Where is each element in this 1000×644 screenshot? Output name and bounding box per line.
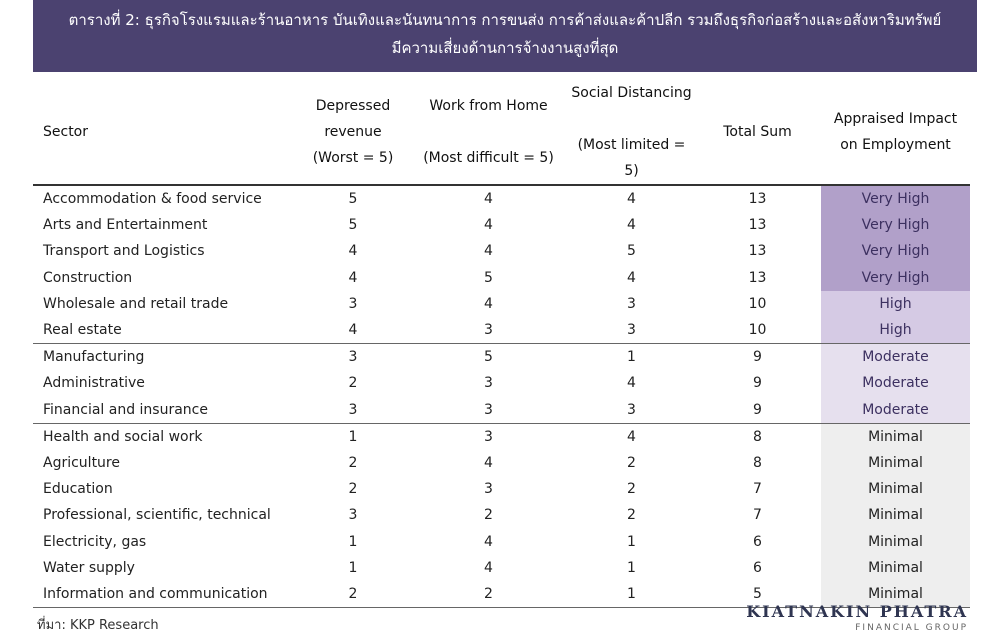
cell-sector: Water supply (43, 559, 135, 576)
cell-impact-badge: High (821, 291, 970, 317)
table-row (33, 423, 970, 450)
cell-total-sum: 9 (753, 349, 762, 366)
cell-total-sum: 9 (753, 375, 762, 392)
table-row (33, 555, 970, 581)
cell-impact-badge: Minimal (821, 555, 970, 581)
cell-total-sum: 13 (748, 269, 767, 286)
cell-impact-badge: Minimal (821, 528, 970, 554)
cell-sector: Professional, scientific, technical (43, 507, 271, 524)
cell-depressed-revenue: 1 (348, 559, 358, 576)
cell-depressed-revenue: 5 (348, 191, 358, 208)
cell-impact-badge: Very High (821, 238, 970, 264)
table-row (33, 370, 970, 396)
header-work-from-home (408, 80, 569, 185)
cell-impact-badge: Minimal (821, 476, 970, 502)
cell-social-distancing: 4 (627, 375, 636, 392)
cell-social-distancing: 2 (627, 454, 636, 471)
cell-total-sum: 8 (753, 454, 762, 471)
logo-subtitle: FINANCIAL GROUP (855, 623, 968, 633)
header-revenue-line-2: revenue (324, 124, 382, 140)
table-row (33, 397, 970, 424)
cell-depressed-revenue: 4 (348, 243, 358, 260)
source-note: ที่มา: KKP Research (37, 618, 159, 633)
table-row (33, 265, 970, 291)
cell-sector: Health and social work (43, 428, 203, 445)
cell-total-sum: 5 (694, 581, 821, 608)
cell-depressed-revenue: 2 (348, 454, 358, 471)
employment-risk-table (33, 80, 970, 608)
cell-social-distancing: 3 (569, 397, 694, 424)
cell-social-distancing: 4 (627, 191, 636, 208)
cell-sector: Construction (43, 269, 133, 286)
cell-social-distancing: 1 (627, 559, 636, 576)
cell-depressed-revenue: 4 (298, 317, 408, 344)
cell-total-sum: 13 (748, 217, 767, 234)
cell-work-from-home: 4 (484, 559, 493, 576)
header-impact-line-1: Appraised Impact (833, 111, 958, 127)
cell-depressed-revenue: 1 (348, 533, 358, 550)
header-wfh-line-3: (Most difficult = 5) (423, 150, 554, 166)
cell-social-distancing: 2 (627, 481, 636, 498)
cell-impact-badge: Moderate (821, 344, 970, 371)
cell-sector: Administrative (43, 375, 145, 392)
cell-impact-badge: High (821, 317, 970, 344)
cell-sector: Agriculture (43, 454, 120, 471)
cell-work-from-home: 3 (484, 481, 493, 498)
table-row (33, 344, 970, 371)
title-banner (33, 0, 977, 72)
table-row (33, 238, 970, 264)
table-row (33, 528, 970, 554)
table-row (33, 450, 970, 476)
header-revenue-line-1: Depressed (315, 98, 391, 114)
cell-work-from-home: 5 (484, 349, 493, 366)
cell-total-sum: 7 (753, 507, 762, 524)
cell-sector: Wholesale and retail trade (43, 295, 229, 312)
cell-depressed-revenue: 2 (298, 581, 408, 608)
cell-work-from-home: 3 (408, 317, 569, 344)
cell-social-distancing: 2 (627, 507, 636, 524)
cell-social-distancing: 1 (627, 349, 636, 366)
cell-sector: Electricity, gas (43, 533, 147, 550)
cell-work-from-home: 5 (484, 269, 493, 286)
header-total-sum: Total Sum (694, 80, 821, 185)
title-line-1: ตารางที่ 2: ธุรกิจโรงแรมและร้านอาหาร บันเทิงและนันทนาการ การขนส่ง การค้าส่งและค้าปลีก รวมถึงธุรกิจก่อสร้างและอสังหาริมทรัพย์ (68, 11, 942, 29)
table-row (33, 185, 970, 212)
cell-social-distancing: 5 (627, 243, 636, 260)
cell-social-distancing: 3 (569, 317, 694, 344)
cell-social-distancing: 1 (627, 533, 636, 550)
cell-work-from-home: 4 (484, 295, 493, 312)
cell-impact-badge: Very High (821, 212, 970, 238)
cell-sector: Arts and Entertainment (43, 217, 208, 234)
cell-social-distancing: 4 (627, 269, 636, 286)
cell-sector: Transport and Logistics (43, 243, 205, 260)
cell-depressed-revenue: 4 (348, 269, 358, 286)
cell-impact-badge: Minimal (821, 450, 970, 476)
cell-social-distancing: 1 (569, 581, 694, 608)
header-appraised-impact (821, 80, 970, 185)
table-row (33, 291, 970, 317)
cell-work-from-home: 4 (484, 243, 493, 260)
cell-impact-badge: Very High (821, 185, 970, 212)
table-row (33, 502, 970, 528)
cell-sector: Accommodation & food service (43, 191, 262, 208)
header-social-distancing (569, 80, 694, 185)
cell-total-sum: 9 (694, 397, 821, 424)
header-sd-line-3: (Most limited = 5) (577, 137, 686, 179)
cell-sector: Financial and insurance (33, 397, 298, 424)
cell-impact-badge: Minimal (821, 581, 970, 608)
cell-work-from-home: 2 (408, 581, 569, 608)
cell-impact-badge: Minimal (821, 502, 970, 528)
cell-social-distancing: 4 (627, 217, 636, 234)
cell-sector: Information and communication (33, 581, 298, 608)
header-wfh-line-1: Work from Home (429, 98, 548, 114)
cell-social-distancing: 3 (627, 295, 636, 312)
cell-depressed-revenue: 3 (348, 349, 358, 366)
header-depressed-revenue (298, 80, 408, 185)
cell-depressed-revenue: 5 (348, 217, 358, 234)
cell-depressed-revenue: 3 (348, 295, 358, 312)
header-row (33, 80, 970, 185)
logo-name: KIATNAKIN PHATRA (746, 602, 968, 621)
cell-impact-badge: Very High (821, 265, 970, 291)
cell-work-from-home: 4 (484, 454, 493, 471)
header-impact-line-2: on Employment (840, 137, 951, 153)
cell-work-from-home: 3 (484, 428, 493, 445)
header-sd-line-1: Social Distancing (571, 85, 692, 101)
cell-sector: Manufacturing (43, 349, 145, 366)
cell-total-sum: 10 (694, 317, 821, 344)
cell-sector: Real estate (33, 317, 298, 344)
cell-depressed-revenue: 3 (348, 507, 358, 524)
table-row (33, 317, 970, 344)
cell-impact-badge: Moderate (821, 397, 970, 424)
cell-total-sum: 8 (753, 428, 762, 445)
company-logo (746, 602, 968, 633)
cell-work-from-home: 3 (484, 375, 493, 392)
cell-depressed-revenue: 3 (298, 397, 408, 424)
cell-work-from-home: 4 (484, 533, 493, 550)
cell-sector: Education (43, 481, 113, 498)
table-row (33, 212, 970, 238)
cell-work-from-home: 3 (408, 397, 569, 424)
cell-work-from-home: 4 (484, 217, 493, 234)
header-revenue-line-3: (Worst = 5) (312, 150, 394, 166)
cell-total-sum: 10 (748, 295, 767, 312)
cell-work-from-home: 4 (484, 191, 493, 208)
cell-impact-badge: Moderate (821, 370, 970, 396)
cell-social-distancing: 4 (627, 428, 636, 445)
cell-total-sum: 13 (748, 191, 767, 208)
cell-total-sum: 6 (753, 533, 762, 550)
cell-depressed-revenue: 2 (348, 481, 358, 498)
header-sector: Sector (33, 80, 298, 185)
cell-work-from-home: 2 (484, 507, 493, 524)
cell-total-sum: 6 (753, 559, 762, 576)
table-row (33, 476, 970, 502)
cell-total-sum: 7 (753, 481, 762, 498)
title-line-2: มีความเสี่ยงด้านการจ้างงานสูงที่สุด (391, 39, 619, 57)
cell-depressed-revenue: 2 (348, 375, 358, 392)
cell-total-sum: 13 (748, 243, 767, 260)
cell-impact-badge: Minimal (821, 423, 970, 450)
cell-depressed-revenue: 1 (348, 428, 358, 445)
